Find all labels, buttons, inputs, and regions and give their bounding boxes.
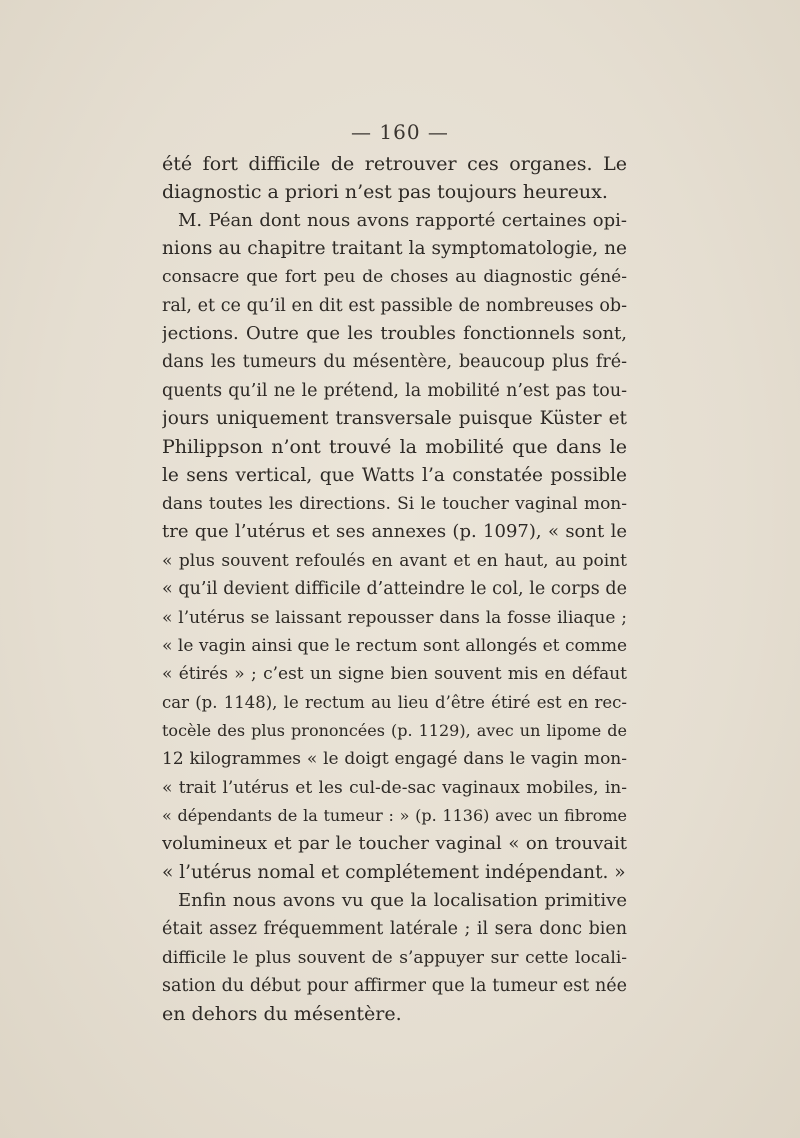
text-line: dans les tumeurs du mésentère, beaucoup plus fré- bbox=[162, 352, 627, 373]
text-line: été fort difficile de retrouver ces organes. Le bbox=[162, 153, 627, 175]
text-line: « dépendants de la tumeur : » (p. 1136) avec un fibrome bbox=[162, 805, 627, 825]
text-line: tre que l’utérus et ses annexes (p. 1097), « sont le bbox=[162, 521, 627, 543]
text-line: « trait l’utérus et les cul-de-sac vaginaux mobiles, in- bbox=[162, 777, 627, 798]
text-line: dans toutes les directions. Si le toucher vaginal mon- bbox=[162, 494, 627, 515]
text-line: « plus souvent refoulés en avant et en haut, au point bbox=[162, 550, 627, 571]
text-line: consacre que fort peu de choses au diagnostic géné- bbox=[162, 267, 627, 288]
text-line: car (p. 1148), le rectum au lieu d’être étiré est en rec- bbox=[162, 692, 627, 712]
text-line: était assez fréquemment latérale ; il sera donc bien bbox=[162, 919, 627, 940]
text-line: « l’utérus nomal et complétement indépendant. » bbox=[162, 861, 626, 883]
page-number: — 160 — bbox=[351, 120, 449, 144]
text-line: 12 kilogrammes « le doigt engagé dans le vagin mon- bbox=[162, 749, 627, 770]
text-line: « étirés » ; c’est un signe bien souvent mis en défaut bbox=[162, 664, 627, 685]
body-text bbox=[162, 150, 627, 1029]
text-line: jections. Outre que les troubles fonctionnels sont, bbox=[162, 323, 627, 345]
text-line: tocèle des plus prononcées (p. 1129), avec un lipome de bbox=[162, 720, 627, 740]
text-line: jours uniquement transversale puisque Küster et bbox=[162, 408, 627, 430]
text-line: nions au chapitre traitant la symptomatologie, ne bbox=[162, 238, 627, 260]
text-line: M. Péan dont nous avons rapporté certaines opi- bbox=[178, 209, 627, 231]
text-line: le sens vertical, que Watts l’a constatée possible bbox=[162, 464, 627, 486]
text-line: quents qu’il ne le prétend, la mobilité n’est pas tou- bbox=[162, 380, 627, 401]
text-line: ral, et ce qu’il en dit est passible de nombreuses ob- bbox=[162, 295, 627, 316]
text-line: « le vagin ainsi que le rectum sont allongés et comme bbox=[162, 635, 627, 656]
text-line: Philippson n’ont trouvé la mobilité que dans le bbox=[162, 436, 627, 459]
text-line: « qu’il devient difficile d’atteindre le col, le corps de bbox=[162, 579, 627, 600]
text-line: « l’utérus se laissant repousser dans la fosse iliaque ; bbox=[162, 607, 627, 628]
text-line: Enfin nous avons vu que la localisation primitive bbox=[178, 889, 627, 911]
text-line: difficile le plus souvent de s’appuyer sur cette locali- bbox=[162, 947, 627, 968]
text-line: volumineux et par le toucher vaginal « on trouvait bbox=[162, 833, 627, 855]
text-line: diagnostic a priori n’est pas toujours heureux. bbox=[162, 181, 608, 204]
text-line: sation du début pour affirmer que la tumeur est née bbox=[162, 975, 627, 996]
text-line: en dehors du mésentère. bbox=[162, 1003, 402, 1026]
